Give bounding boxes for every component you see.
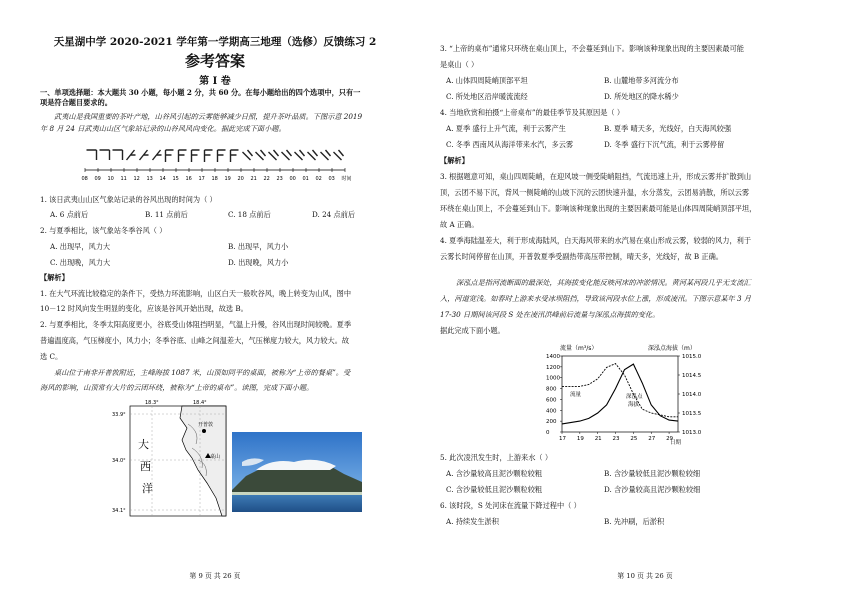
answer-2-line1: 2. 与夏季相比，冬季太阳高度更小，谷底受山体阻挡明显，气温上升慢，谷风出现时间较晚。夏季 [40,320,352,329]
wind-direction-symbol [166,150,174,162]
y-tick-label: 1400 [546,354,560,360]
q5-option-a: A. 含沙量较高且泥沙颗粒较粗 [446,469,543,478]
wind-direction-symbol [218,150,226,162]
wind-tick-label: 12 [133,176,140,182]
x-tick-label: 29 [666,436,674,442]
wind-tick-label: 17 [198,176,205,182]
wind-tick-label: 16 [185,176,192,182]
wind-tick-label: 23 [276,176,283,182]
q2-option-b: B. 出现早，风力小 [228,242,289,251]
map-sea-3: 洋 [142,482,153,495]
analysis-heading-right: 【解析】 [440,156,469,165]
chart-flow-label: 流量 [570,392,582,398]
chart-depth-label-2: 海拔 [628,402,640,408]
wind-tick-label: 15 [172,176,179,182]
y-tick-label: 800 [546,386,557,393]
answer-4-line2: 云雾长时间停留在山顶，开普敦夏季受副热带高压带控制，晴天多，光线好，故 B 正确。 [440,252,723,261]
map-lat-2: 34.0° [112,458,126,464]
answer-3-line2: 顶，云团不易下沉，背风一侧陡峭的山坡下沉的云团快速升温，水分蒸发，云团易消散，所以云雾 [440,188,750,197]
wind-direction-symbol [127,150,136,160]
wind-direction-symbol [87,150,97,160]
x-tick-label: 27 [648,436,656,442]
q4-option-b: B. 夏季 晴天多，光线好，白天海风较强 [604,124,732,133]
analysis-heading: 【解析】 [40,273,69,282]
map-lat-1: 33.9° [112,412,126,418]
x-tick-label: 23 [612,436,620,442]
y-tick-label: 600 [546,397,557,404]
intro-ice-flood-line4: 据此完成下面小题。 [440,326,505,335]
wind-direction-symbol [113,150,123,160]
map-sea-2: 西 [140,460,151,473]
question-6: 6. 该时段，S 处河床在流量下降过程中（ ） [440,501,581,510]
chart-y1-label: 流量（m³/s） [560,345,598,352]
wind-tick-label: 21 [250,176,257,182]
table-mountain-photo [232,432,362,512]
map-lat-3: 34.1° [112,508,126,514]
wind-tick-label: 03 [328,176,335,182]
instruction-line1: 一、单项选择题：本大题共 30 小题，每小题 2 分，共 60 分。在每小题给出的四个选项中，只有一 [40,88,361,97]
instruction-line2: 项是符合题目要求的。 [40,98,112,107]
y-tick-label: 1000 [546,375,560,382]
wind-direction-symbol [140,150,149,160]
chart-depth-label-1: 深泓点 [626,394,643,400]
wind-tick-label: 13 [146,176,153,182]
wind-tick-label: 20 [237,176,244,182]
intro-wuyi-line2: 年 8 月 24 日武夷山山区气象站记录的山谷风风向变化。据此完成下面小题。 [40,124,286,133]
wind-tick-label: 09 [94,176,101,182]
answer-4-line1: 4. 夏季海陆温差大，利于形成海陆风，白天海风带来的水汽易在桌山形成云雾，较弱的风力，利于 [440,236,752,245]
x-tick-label: 21 [594,436,602,442]
wind-direction-symbol [192,150,200,162]
intro-ice-flood-line1: 深泓点是指河流断面的最深处，其海拔变化能反映河床的冲淤情况。黄河某河段几乎无支流汇 [456,278,751,287]
map-mountain-label: 桌山 [210,454,221,460]
y-tick-label: 200 [546,419,557,426]
wind-tick-label: 08 [81,176,88,182]
q2-option-c: C. 出现晚，风力大 [50,258,111,267]
left-page-footer: 第 9 页 共 26 页 [189,572,241,580]
y2-tick-label: 1015.0 [682,354,702,360]
question-5: 5. 此次凌汛发生时，上游来水（ ） [440,453,553,462]
q1-option-d: D. 24 点前后 [312,210,356,219]
wind-tick-label: 00 [289,176,296,182]
answer-3-line4: 故 A 正确。 [440,220,479,229]
wind-tick-label: 01 [302,176,309,182]
flood-chart [530,340,720,450]
x-tick-label: 17 [559,436,566,442]
wind-direction-symbol [153,150,162,160]
wind-direction-figure [80,140,360,190]
y-tick-label: 0 [546,430,550,436]
x-tick-label: 25 [630,436,638,442]
y-tick-label: 400 [546,408,557,415]
right-page-footer: 第 10 页 共 26 页 [617,572,673,580]
question-3-line2: 是桌山（ ） [440,60,479,69]
answer-1-line2: 10－12 时风向发生明显的变化，应该是谷风开始出现，故选 B。 [40,304,248,313]
table-mountain-map [112,398,230,520]
right-page [430,0,860,595]
wind-tick-label: 11 [120,176,127,182]
wind-tick-label: 10 [107,176,114,182]
y2-tick-label: 1013.0 [682,430,702,436]
intro-ice-flood-line2: 入，河道宽浅。如春时上游来水受冰坝阻挡，导致该河段水位上涨，形成凌汛。下图示意某年 3 月 [440,294,752,303]
wind-direction-symbol [334,150,344,160]
q4-option-a: A. 夏季 盛行上升气流，利于云雾产生 [446,124,566,133]
q2-option-a: A. 出现早，风力大 [50,242,111,251]
exam-title: 天星湖中学 2020-2021 学年第一学期高三地理（选修）反馈练习 2 [53,36,377,48]
wind-direction-symbol [321,150,331,160]
map-sea-1: 大 [138,438,149,451]
wind-tick-label: 时间 [341,176,352,182]
wind-tick-label: 19 [224,176,231,182]
q1-option-b: B. 11 点前后 [145,210,188,219]
chart-y2-label: 深泓点海拔（m） [648,345,696,352]
question-4: 4. 当地欣赏和拍摄“上帝桌布”的最佳季节及其原因是（ ） [440,108,625,117]
y-tick-label: 1200 [546,364,560,371]
q1-option-a: A. 6 点前后 [50,210,89,219]
q4-option-d: D. 冬季 盛行下沉气流，利于云雾停留 [604,140,725,149]
q3-option-d: D. 所处地区的降水稀少 [604,92,679,101]
q4-option-c: C. 冬季 西南风从海洋带来水汽，多云雾 [446,140,574,149]
wind-tick-label: 14 [159,176,166,182]
y2-tick-label: 1013.5 [682,411,702,417]
wind-tick-label: 22 [263,176,270,182]
q2-option-d: D. 出现晚，风力小 [228,258,289,267]
q3-option-b: B. 山麓地带多河流分布 [604,76,679,85]
wind-direction-symbol [256,150,266,160]
wind-direction-symbol [308,150,318,160]
intro-table-mountain-line2: 海风的影响，山顶常有大片的云团环绕，被称为“上帝的桌布”。读图，完成下面小题。 [40,383,314,392]
answer-3-line3: 环绕在桌山顶上，不会蔓延到山下。影响该种现象出现的主要因素最可能是山体四周陡峭顶部平坦， [440,204,757,213]
y2-tick-label: 1014.0 [682,392,702,398]
wind-direction-symbol [282,150,292,160]
q3-option-a: A. 山体四周陡峭顶部平坦 [446,76,528,85]
q6-option-a: A. 持续发生淤积 [446,517,499,526]
answer-3-line1: 3. 根据题意可知，桌山四周陡峭，在迎风坡一侧受陡峭阻挡，气流迅速上升，形成云雾并扩散到山 [440,172,752,181]
wind-direction-symbol [243,150,253,160]
wind-direction-symbol [205,150,213,162]
q1-option-c: C. 18 点前后 [228,210,271,219]
q5-option-b: B. 含沙量较低且泥沙颗粒较细 [604,469,701,478]
question-3-line1: 3. “上帝的桌布”通常只环绕在桌山顶上，不会蔓延到山下。影响该种现象出现的主要因素最可能 [440,44,744,53]
section-title: 第 Ⅰ 卷 [199,76,231,87]
question-2: 2. 与夏季相比，该气象站冬季谷风（ ） [40,226,167,235]
intro-table-mountain-line1: 桌山位于南非开普敦附近，主峰海拔 1087 米，山顶如同平的桌面，被称为“上帝的餐桌”。受 [54,368,351,377]
wind-tick-label: 18 [211,176,218,182]
question-1: 1. 该日武夷山山区气象站记录的谷风出现的时间为（ ） [40,195,217,204]
map-lon-2: 18.4° [193,400,207,406]
wind-direction-symbol [231,150,239,162]
intro-wuyi-line1: 武夷山是我国重要的茶叶产地，山谷风引起的云雾能够减少日照，提升茶叶品质。下图示意 2019 [54,112,363,121]
answer-1-line1: 1. 在大气环流比较稳定的条件下，受热力环流影响，山区白天一般吹谷风，晚上转变为山风，图中 [40,289,352,298]
series-line-depth [562,364,678,417]
answer-title: 参考答案 [184,52,245,70]
q5-option-d: D. 含沙量较高且泥沙颗粒较细 [604,485,701,494]
answer-2-line3: 选 C。 [40,352,63,361]
map-lon-1: 18.3° [145,400,159,406]
q3-option-c: C. 所处地区沿岸暖流流经 [446,92,528,101]
wind-direction-symbol [295,150,305,160]
q5-option-c: C. 含沙量较低且泥沙颗粒较粗 [446,485,543,494]
chart-x-unit: 日期 [670,440,682,446]
wind-direction-symbol [179,150,187,162]
wind-direction-symbol [100,150,110,160]
x-tick-label: 19 [576,436,584,442]
wind-tick-label: 02 [315,176,322,182]
intro-ice-flood-line3: 17-30 日期间该河段 S 处在凌汛洪峰前后流量与深泓点海拔的变化。 [440,310,660,319]
answer-2-line2: 普遍温度高，气压梯度小，风力小；冬季谷底、山峰之间温差大，气压梯度力较大，风力较大。故 [40,336,350,345]
wind-direction-symbol [269,150,279,160]
q6-option-b: B. 先冲刷，后淤积 [604,517,665,526]
map-city-label: 开普敦 [198,422,214,428]
y2-tick-label: 1014.5 [682,373,702,379]
